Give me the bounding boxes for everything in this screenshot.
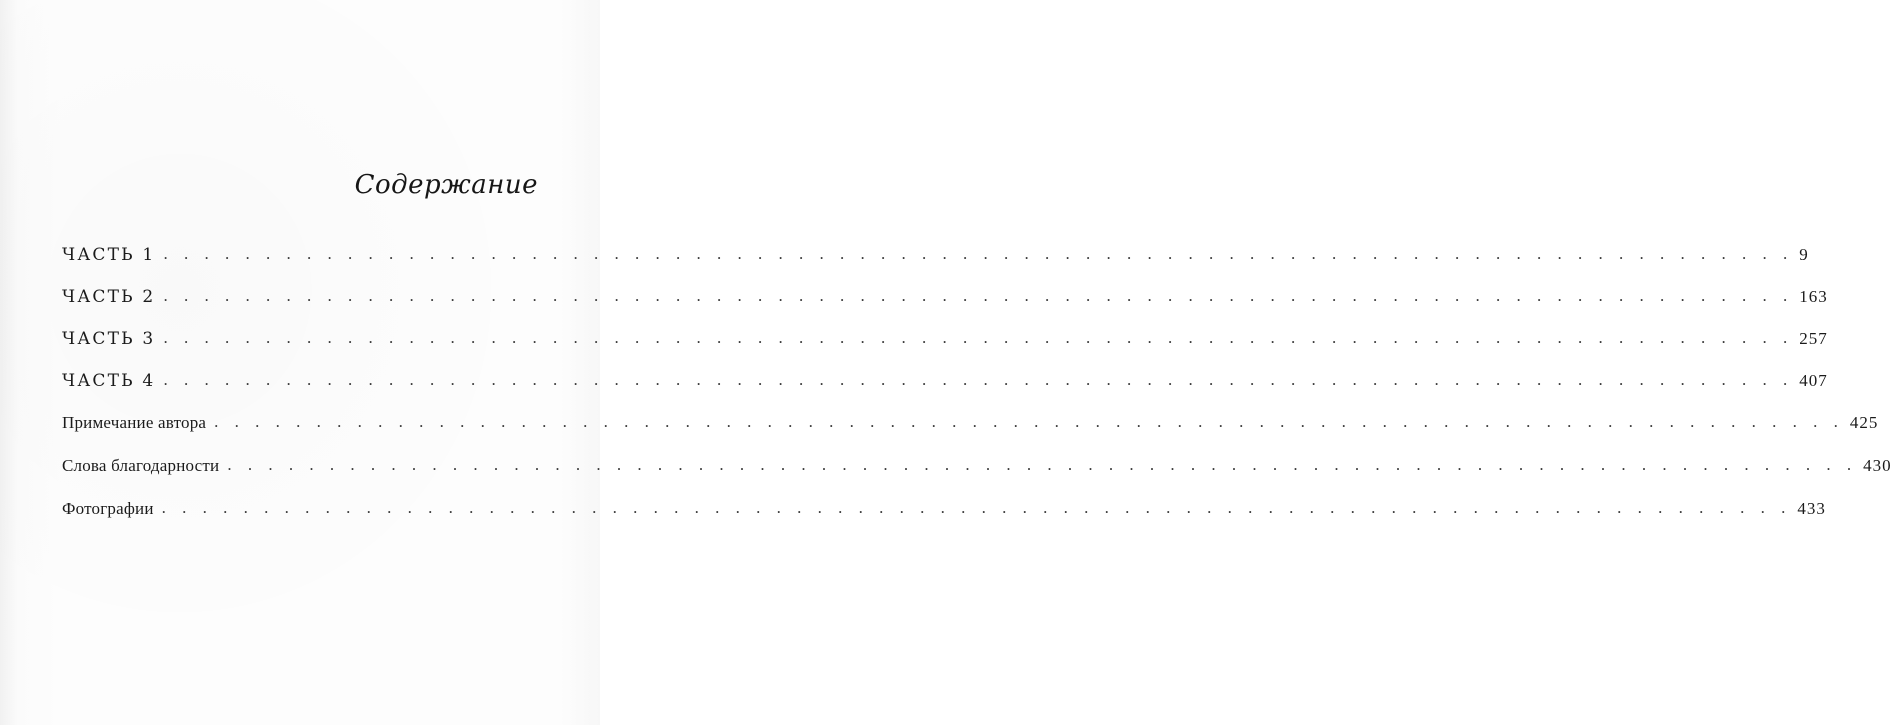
- toc-entry-label: ЧАСТЬ 4: [62, 371, 156, 391]
- toc-entry-part-3[interactable]: [62, 328, 1828, 371]
- toc-entry-label: Фотографии: [62, 499, 154, 518]
- toc-entry-part-2[interactable]: [62, 286, 1828, 329]
- dot-leader: . . . . . . . . . . . . . . . . . . . . . . . . . . . . . . . . . . . . . . . . . . . . . . . . . . . . . . . . . . . . . . . . . . . . . . . . . . . . . . . .: [161, 498, 1792, 517]
- dot-leader: . . . . . . . . . . . . . . . . . . . . . . . . . . . . . . . . . . . . . . . . . . . . . . . . . . . . . . . . . . . . . . . . . . . . . . . . . . . . . . . .: [227, 455, 1858, 474]
- toc-page-number: 425: [1849, 413, 1879, 432]
- toc-entry-part-4[interactable]: [62, 370, 1828, 413]
- toc-page-number: 407: [1799, 371, 1828, 390]
- toc-entry-label: Слова благодарности: [62, 456, 220, 475]
- page-title: Содержание: [354, 170, 538, 200]
- dot-leader: . . . . . . . . . . . . . . . . . . . . . . . . . . . . . . . . . . . . . . . . . . . . . . . . . . . . . . . . . . . . . . . . . . . . . . . . . . . . . . . .: [163, 244, 1794, 263]
- toc-entry-label: Примечание автора: [62, 413, 207, 432]
- toc-page-number: 257: [1799, 329, 1828, 348]
- toc-entry-author-note[interactable]: [62, 412, 1879, 456]
- table-of-contents: [62, 244, 1892, 542]
- toc-entry-photographs[interactable]: [62, 498, 1826, 542]
- toc-page-number: 9: [1799, 245, 1809, 264]
- dot-leader: . . . . . . . . . . . . . . . . . . . . . . . . . . . . . . . . . . . . . . . . . . . . . . . . . . . . . . . . . . . . . . . . . . . . . . . . . . . . . . . .: [163, 286, 1794, 305]
- dot-leader: . . . . . . . . . . . . . . . . . . . . . . . . . . . . . . . . . . . . . . . . . . . . . . . . . . . . . . . . . . . . . . . . . . . . . . . . . . . . . . . .: [214, 412, 1844, 431]
- toc-entry-part-1[interactable]: [62, 244, 1809, 287]
- toc-page-number: 433: [1797, 499, 1826, 518]
- toc-entry-label: ЧАСТЬ 2: [62, 287, 156, 307]
- toc-page-number: 430: [1863, 456, 1892, 475]
- toc-page-number: 163: [1799, 287, 1828, 306]
- toc-entry-acknowledgements[interactable]: [62, 455, 1892, 499]
- dot-leader: . . . . . . . . . . . . . . . . . . . . . . . . . . . . . . . . . . . . . . . . . . . . . . . . . . . . . . . . . . . . . . . . . . . . . . . . . . . . . . . .: [163, 370, 1794, 389]
- toc-entry-label: ЧАСТЬ 1: [62, 245, 156, 265]
- toc-entry-label: ЧАСТЬ 3: [62, 329, 156, 349]
- dot-leader: . . . . . . . . . . . . . . . . . . . . . . . . . . . . . . . . . . . . . . . . . . . . . . . . . . . . . . . . . . . . . . . . . . . . . . . . . . . . . . . .: [163, 328, 1794, 347]
